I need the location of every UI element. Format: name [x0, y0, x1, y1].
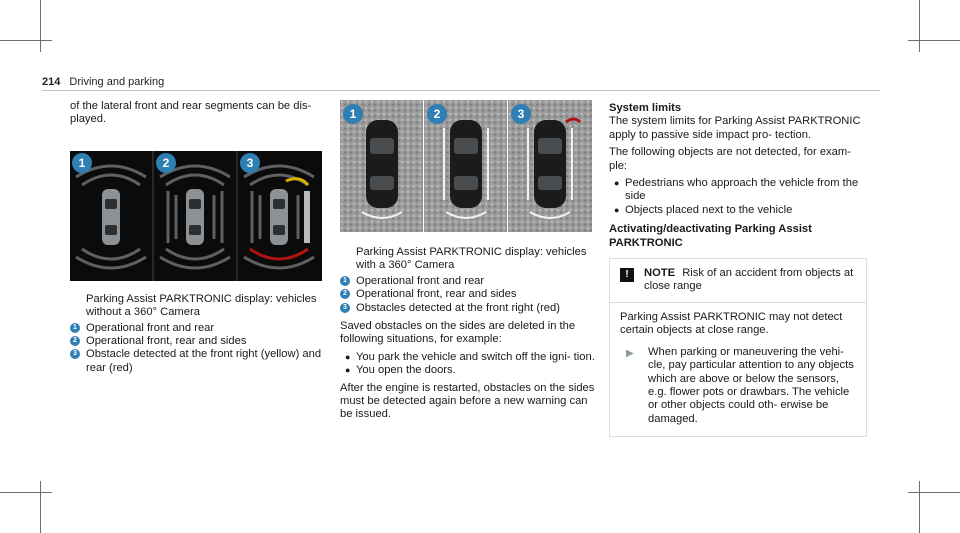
- note-body: [610, 303, 866, 436]
- camera-view-graphic: [340, 100, 592, 232]
- activating-heading: Activating/deactivating Parking Assist PARKTRONIC: [609, 223, 812, 249]
- bullet-list: [609, 177, 867, 217]
- legend-text: Operational front and rear: [86, 321, 215, 334]
- list-item-text: Pedestrians who approach the vehicle from the side: [625, 177, 859, 203]
- legend-item: [340, 288, 595, 301]
- note-title: Risk of an accident from objects at close range: [644, 267, 854, 293]
- crop-mark: [919, 481, 920, 533]
- bullet-list: [340, 351, 595, 378]
- parktronic-display-graphic: [70, 151, 322, 281]
- after-restart-text: After the engine is restarted, obstacles on the sides must be detected again before a new warning can be issued.: [340, 381, 595, 421]
- list-item: [609, 204, 867, 217]
- legend-text: Operational front and rear: [356, 274, 485, 287]
- crop-mark: [908, 40, 960, 41]
- legend-text: Obstacle detected at the front right (yellow) and rear (red): [86, 348, 322, 374]
- figure-badge-2: 2: [156, 153, 176, 173]
- running-header: [42, 76, 164, 88]
- middle-column: [340, 100, 595, 426]
- note-action-text: When parking or maneuvering the vehi- cle, pay particular attention to any objects which are above or below the sensors, e.g. flower pots or drawbars. The vehicle or other objects could oth- erwise be damaged.: [648, 345, 854, 425]
- system-limits-text: The system limits for Parking Assist PARKTRONIC apply to passive side impact pro- tection.: [609, 115, 861, 141]
- legend-badge: 2: [340, 289, 350, 299]
- legend-item: [340, 275, 595, 288]
- figure-caption: Parking Assist PARKTRONIC display: vehicles with a 360° Camera: [356, 246, 587, 272]
- list-item-text: You open the doors.: [356, 364, 456, 377]
- legend-badge: 2: [70, 336, 80, 346]
- legend-badge: 3: [340, 303, 350, 313]
- list-item-text: Objects placed next to the vehicle: [625, 203, 793, 216]
- figure-badge-1: 1: [72, 153, 92, 173]
- saved-obstacles-text: Saved obstacles on the sides are deleted in the following situations, for example:: [340, 320, 576, 346]
- figure-with-camera: [340, 100, 592, 232]
- figure-badge-3: 3: [240, 153, 260, 173]
- note-box: [609, 258, 867, 437]
- bullet-dot-icon: ●: [345, 365, 351, 376]
- legend-item: [340, 302, 595, 315]
- note-action: [620, 346, 856, 426]
- figure-caption: Parking Assist PARKTRONIC display: vehicles without a 360° Camera: [86, 292, 317, 319]
- left-column: [70, 100, 325, 375]
- section-title: Driving and parking: [69, 76, 165, 88]
- figure-badge-2: 2: [427, 104, 447, 124]
- crop-mark: [908, 492, 960, 493]
- note-text: Parking Assist PARKTRONIC may not detect certain objects at close range.: [620, 310, 843, 337]
- figure-badge-1: 1: [343, 104, 363, 124]
- header-rule: [42, 90, 880, 91]
- legend-badge: 1: [70, 323, 80, 333]
- following-objects-text: The following objects are not detected, for exam- ple:: [609, 146, 851, 172]
- system-limits-heading: System limits: [609, 102, 682, 114]
- crop-mark: [0, 492, 52, 493]
- bullet-dot-icon: ●: [345, 351, 351, 362]
- crop-mark: [40, 481, 41, 533]
- legend-item: [70, 322, 325, 335]
- list-item: [609, 177, 867, 204]
- play-arrow-icon: ▶: [626, 347, 634, 359]
- legend-badge: 3: [70, 349, 80, 359]
- figure-without-camera: [70, 151, 322, 281]
- list-item: [340, 364, 595, 377]
- crop-mark: [0, 40, 52, 41]
- crop-mark: [919, 0, 920, 52]
- bullet-dot-icon: ●: [614, 178, 620, 189]
- legend-item: [70, 348, 325, 375]
- crop-mark: [40, 0, 41, 52]
- list-item: [340, 351, 595, 364]
- legend-item: [70, 335, 325, 348]
- figure-badge-3: 3: [511, 104, 531, 124]
- legend-text: Obstacles detected at the front right (red): [356, 301, 560, 314]
- legend-text: Operational front, rear and sides: [356, 288, 517, 301]
- intro-text: of the lateral front and rear segments can be dis- played.: [70, 100, 312, 126]
- page-number: 214: [42, 76, 61, 88]
- right-column: [609, 100, 867, 437]
- legend-badge: 1: [340, 276, 350, 286]
- list-item-text: You park the vehicle and switch off the igni- tion.: [356, 350, 595, 363]
- note-header: [610, 259, 866, 303]
- note-label: NOTE: [644, 267, 676, 280]
- legend-text: Operational front, rear and sides: [86, 335, 247, 348]
- warning-icon: !: [620, 268, 634, 282]
- bullet-dot-icon: ●: [614, 204, 620, 215]
